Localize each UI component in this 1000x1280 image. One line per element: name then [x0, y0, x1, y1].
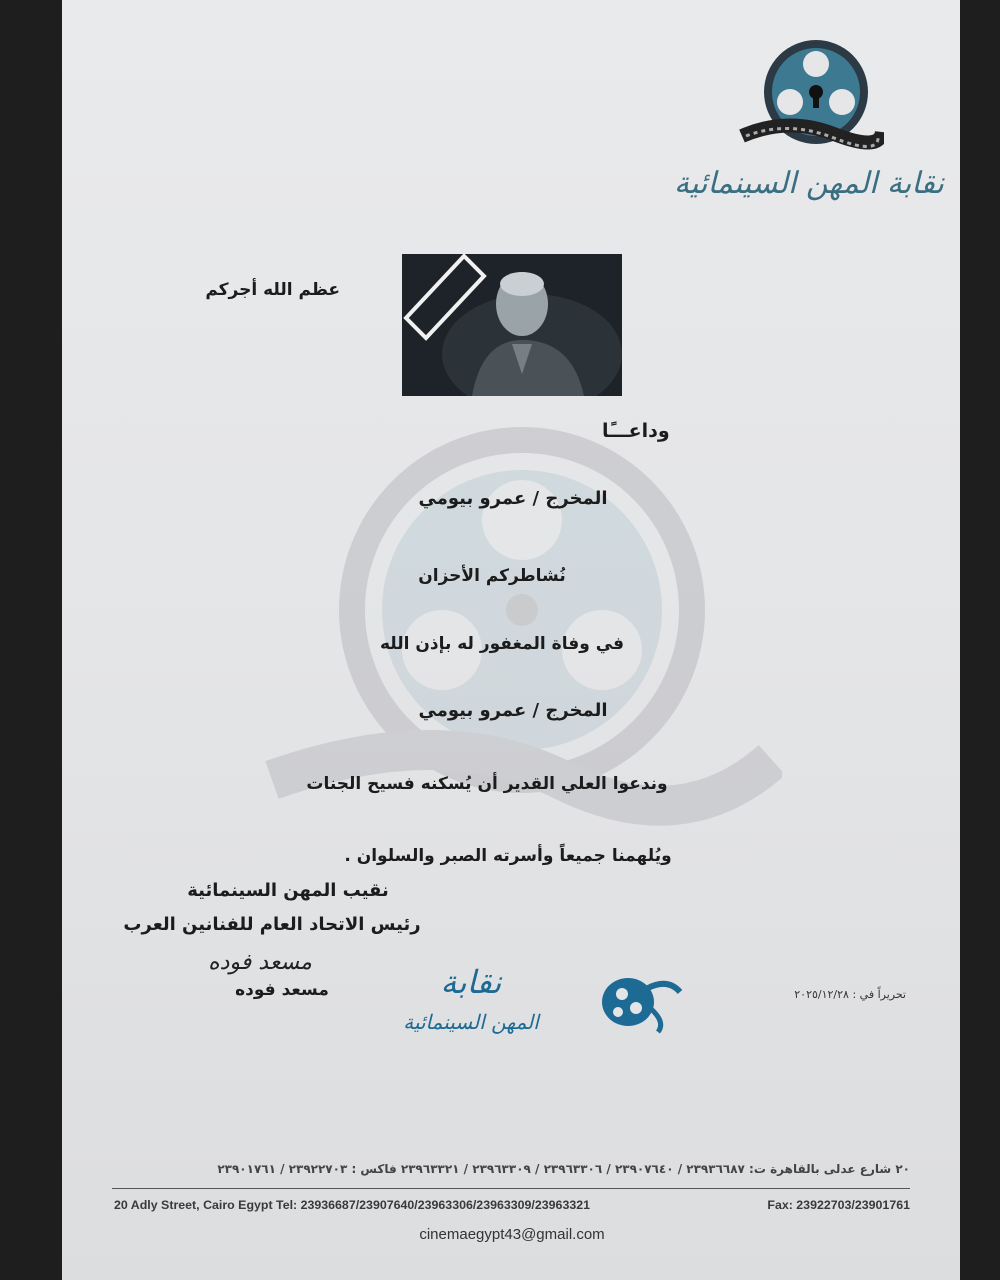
director-name-1: المخرج / عمرو بيومي [418, 488, 608, 509]
footer-address-english [114, 1198, 910, 1212]
footer-address-arabic: ٢٠ شارع عدلى بالقاهرة ت: ٢٣٩٣٦٦٨٧ / ٢٣٩٠٧٦٤٠ / ٢٣٩٦٣٣٠٦ / ٢٣٩٦٣٣٠٩ / ٢٣٩٦٣٣٢١ فاكس : ٢٣٩٢٢٧٠٣ / ٢٣٩٠١٧٦١ [217, 1162, 910, 1176]
signatory-title-1: نقيب المهن السينمائية [187, 880, 389, 901]
handwritten-signature: مسعد فوده [208, 950, 312, 975]
sharing-sorrow-text: نُشاطركم الأحزان [418, 566, 566, 586]
footer-fax: Fax: 23922703/23901761 [767, 1198, 910, 1212]
stamp-reel-icon [588, 968, 684, 1034]
prayer-line-2: ويُلهمنا جميعاً وأسرته الصبر والسلوان . [344, 846, 672, 866]
stamp-line-1: نقابة [440, 963, 502, 1001]
portrait-photo [402, 254, 622, 396]
condolence-letter [62, 0, 960, 1280]
signatory-title-2: رئيس الاتحاد العام للفنانين العرب [123, 914, 421, 935]
footer-address-text: 20 Adly Street, Cairo Egypt Tel: 23936687/23907640/23963306/23963309/23963321 [114, 1198, 591, 1212]
director-name-2: المخرج / عمرو بيومي [418, 700, 608, 721]
footer-email[interactable]: cinemaegypt43@gmail.com [419, 1226, 605, 1243]
footer-divider [112, 1188, 910, 1189]
issue-date: تحريراً في : ٢٠٢٥/١٢/٢٨ [794, 988, 906, 1001]
union-logo-text: نقابة المهن السينمائية [674, 166, 944, 201]
film-reel-logo-icon [738, 36, 884, 162]
farewell-heading: وداعـــًا [602, 420, 670, 442]
signatory-name: مسعد فوده [235, 980, 329, 1000]
union-stamp [403, 962, 684, 1062]
condolence-phrase: عظم الله أجركم [205, 280, 340, 300]
death-announcement-text: في وفاة المغفور له بإذن الله [379, 634, 625, 654]
stamp-line-2: المهن السينمائية [403, 1010, 539, 1034]
prayer-line-1: وندعوا العلي القدير أن يُسكنه فسيح الجنات [306, 774, 668, 794]
